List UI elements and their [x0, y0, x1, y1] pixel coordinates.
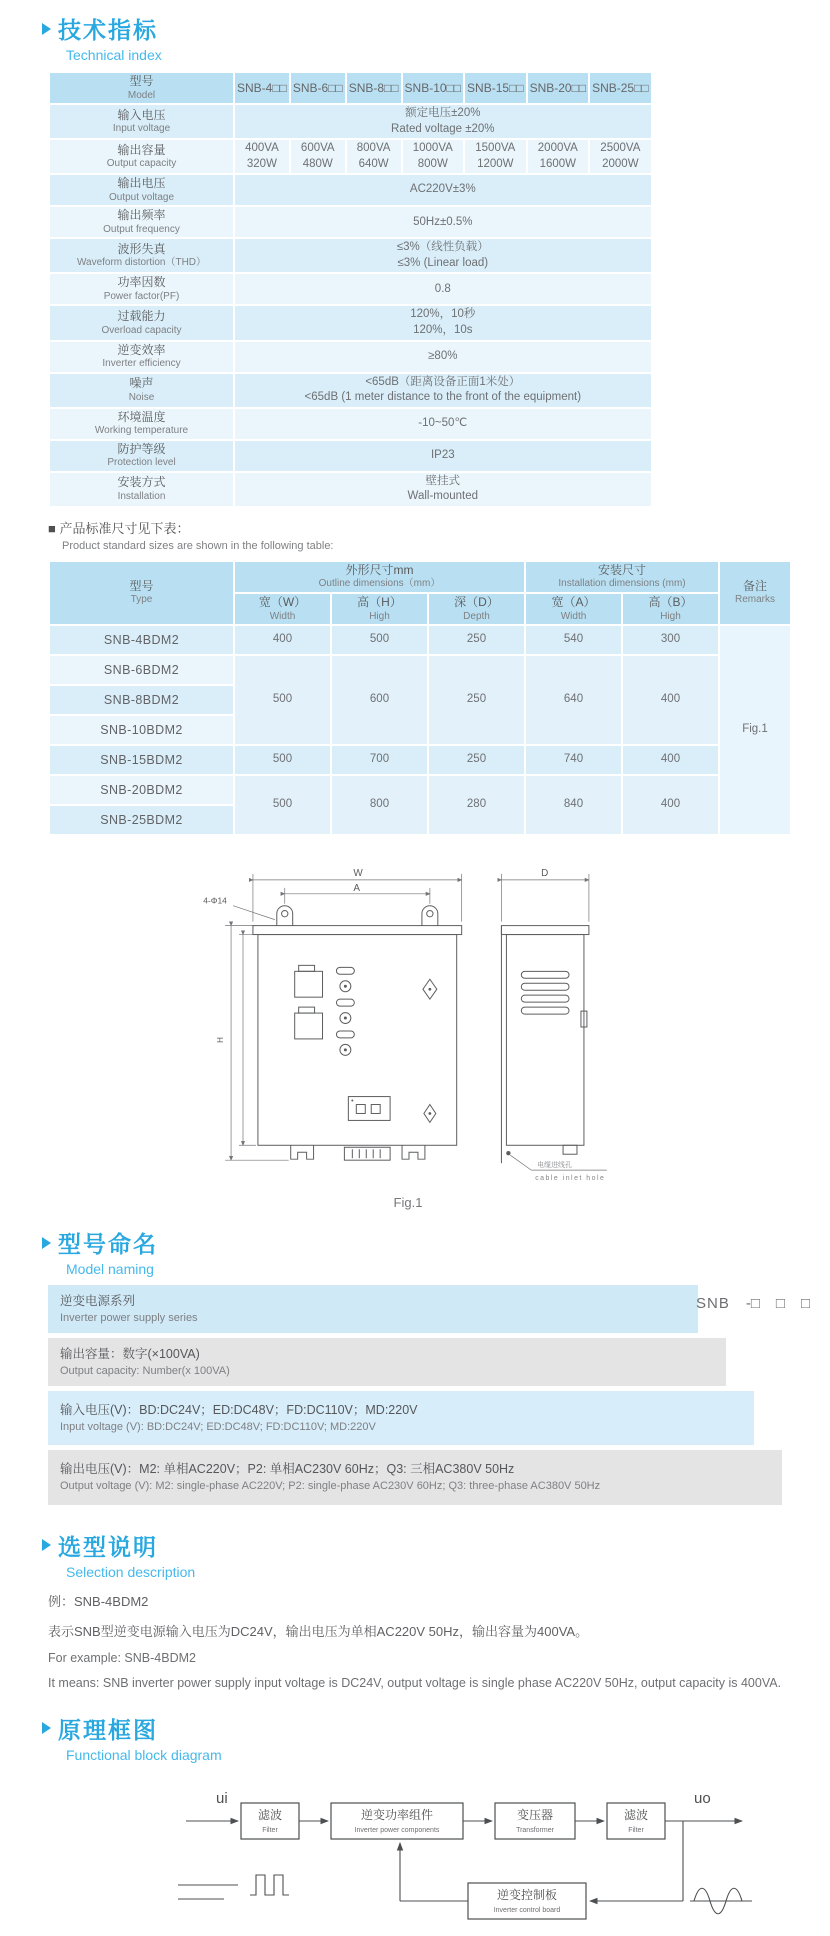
row-label-en: Inverter efficiency [102, 358, 181, 370]
row-label-en: Output frequency [103, 223, 180, 235]
row-label-zh: 输出频率 [117, 208, 166, 223]
cell [234, 305, 652, 340]
row-value-zh: 50Hz±0.5% [413, 215, 473, 228]
capacity-va: 1000VA [412, 142, 453, 155]
size-row [49, 775, 791, 805]
row-value-zh: ≥80% [428, 349, 458, 362]
dim-a: 740 [563, 753, 584, 766]
row-label-zh: 输出电压 [117, 176, 166, 191]
row-label-zh: 噪声 [129, 376, 154, 391]
cell [234, 238, 652, 273]
cell [49, 273, 234, 305]
section-diagram-header [42, 1712, 830, 1745]
dim-w: 400 [272, 633, 293, 646]
section-title-en: Model naming [66, 1261, 154, 1278]
code-box-3: □ [800, 1295, 811, 1313]
row-label-en: Installation [117, 490, 166, 502]
cell [719, 561, 791, 625]
dim-b: 400 [660, 798, 681, 811]
section-title-zh: 技术指标 [58, 17, 158, 43]
cell [234, 561, 525, 593]
sub-header-en: High [660, 610, 681, 622]
type-header-en: Type [130, 594, 153, 606]
block-label-zh: 逆变控制板 [496, 1887, 558, 1902]
row-label-zh: 功率因数 [117, 275, 166, 290]
cell [49, 655, 234, 685]
dim-d: 250 [466, 753, 487, 766]
cell [402, 72, 465, 104]
cell [49, 472, 234, 507]
capacity-va: 600VA [300, 142, 335, 155]
row-value-zh: 额定电压±20% [405, 107, 481, 120]
cell [525, 561, 719, 593]
cell [49, 408, 234, 440]
model-type: SNB-20BDM2 [100, 783, 183, 798]
section-arrow-icon [42, 1237, 51, 1249]
dim-h: 500 [369, 633, 390, 646]
size-note [48, 518, 830, 552]
cell [49, 373, 234, 408]
dim-a: 640 [563, 693, 584, 706]
output-label: uo [694, 1789, 711, 1807]
row-label-zh: 安装方式 [117, 475, 166, 490]
row-label-en: Output voltage [108, 191, 175, 203]
block-label-en: Filter [628, 1826, 644, 1834]
cell [234, 206, 652, 238]
dim-a: 840 [563, 798, 584, 811]
model-naming-section [48, 1226, 830, 1505]
cell [234, 625, 331, 655]
dim-w: 500 [272, 753, 293, 766]
row-label-zh: 逆变效率 [117, 342, 166, 357]
row-label-en: Overload capacity [101, 324, 182, 336]
model-type: SNB-6BDM2 [103, 663, 180, 678]
cell [589, 72, 652, 104]
row-label-en: Protection level [107, 457, 176, 469]
spec-row-installation [49, 472, 652, 507]
size-note-en: Product standard sizes are shown in the following table: [62, 539, 334, 552]
cell [234, 139, 290, 174]
row-value-en: 120%，10s [413, 323, 473, 336]
cell [234, 472, 652, 507]
holes-label: 4-Φ14 [203, 895, 227, 906]
section-selection-header [42, 1529, 830, 1562]
capacity-w: 2000W [602, 157, 639, 170]
model-type: SNB-8BDM2 [103, 693, 180, 708]
spec-header-row [49, 72, 652, 104]
block-diagram [138, 1773, 830, 1936]
block-label-zh: 变压器 [516, 1807, 554, 1822]
model-label-en: Model [127, 89, 156, 101]
model-type: SNB-15BDM2 [100, 753, 183, 768]
outline-header-zh: 外形尺寸mm [345, 562, 414, 577]
row-label-zh: 过载能力 [117, 308, 166, 323]
size-table [48, 560, 792, 836]
row-value-zh: ≤3%（线性负载） [396, 241, 489, 254]
model-name: SNB-25□□ [592, 81, 649, 96]
row-value-zh: <65dB（距离设备正面1米处） [365, 375, 521, 388]
sine-wave-icon [690, 1888, 752, 1914]
dim-d: 250 [466, 633, 487, 646]
model-label-zh: 型号 [129, 74, 154, 88]
cell [49, 561, 234, 625]
row-label-zh: 输出容量 [117, 142, 166, 157]
spec-row-output-voltage [49, 174, 652, 206]
model-type: SNB-10BDM2 [100, 723, 183, 738]
cell [49, 72, 234, 104]
row-label-zh: 波形失真 [117, 241, 166, 256]
dim-w: 500 [272, 798, 293, 811]
cell [234, 72, 290, 104]
dim-h: 800 [369, 798, 390, 811]
section-title-en: Technical index [66, 47, 162, 63]
dc-waveform-icon [178, 1885, 238, 1899]
row-value-en: <65dB (1 meter distance to the front of the equipment) [304, 391, 582, 404]
capacity-w: 480W [302, 157, 333, 170]
outline-header-en: Outline dimensions（mm） [318, 578, 441, 590]
cell [49, 139, 234, 174]
cell [428, 655, 525, 745]
cabinet-drawing [198, 860, 618, 1190]
spec-row-output-capacity [49, 139, 652, 174]
naming-label-zh: 逆变电源系列 [60, 1294, 136, 1309]
row-value-zh: 0.8 [434, 282, 451, 295]
row-label-zh: 防护等级 [117, 441, 166, 456]
model-name: SNB-4□□ [237, 81, 287, 96]
model-name: SNB-6□□ [292, 81, 343, 96]
cell [525, 593, 622, 625]
cell [331, 655, 428, 745]
dim-w: 500 [272, 693, 293, 706]
naming-row-input-voltage [48, 1391, 754, 1445]
row-value-en: Rated voltage ±20% [391, 122, 495, 135]
cell [464, 139, 527, 174]
size-row [49, 745, 791, 775]
cell [331, 625, 428, 655]
cell [49, 625, 234, 655]
dim-label-d: D [541, 867, 549, 879]
row-value-en: Wall-mounted [407, 490, 479, 503]
cell [234, 373, 652, 408]
block-label-zh: 逆变功率组件 [360, 1807, 434, 1822]
capacity-va: 400VA [245, 142, 279, 155]
cell [428, 593, 525, 625]
spec-row-input-voltage [49, 104, 652, 139]
model-name: SNB-20□□ [529, 81, 587, 96]
size-row [49, 655, 791, 685]
capacity-va: 1500VA [475, 142, 516, 155]
size-row [49, 625, 791, 655]
code-box-1: -□ [745, 1295, 760, 1313]
selection-example-en: For example: SNB-4BDM2 [48, 1650, 196, 1665]
row-label-zh: 环境温度 [117, 409, 166, 424]
cell [402, 139, 465, 174]
cell [622, 775, 719, 835]
model-name: SNB-8□□ [348, 81, 399, 96]
spec-row-temperature [49, 408, 652, 440]
cell [49, 174, 234, 206]
cell [622, 625, 719, 655]
cell [49, 805, 234, 835]
cell [346, 72, 402, 104]
row-value-zh: -10~50℃ [418, 416, 468, 429]
dim-b: 300 [660, 633, 681, 646]
capacity-w: 640W [358, 157, 389, 170]
cell [49, 745, 234, 775]
row-label-en: Input voltage [112, 123, 171, 135]
cell [49, 715, 234, 745]
model-type: SNB-25BDM2 [100, 813, 183, 828]
input-label: ui [216, 1789, 228, 1807]
cell [428, 745, 525, 775]
cable-inlet-label-en: cable inlet hole [535, 1175, 606, 1183]
capacity-va: 2000VA [537, 142, 578, 155]
model-name: SNB-10□□ [404, 81, 462, 96]
cell [234, 655, 331, 745]
row-value-en: ≤3% (Linear load) [397, 256, 489, 269]
cell [234, 174, 652, 206]
sub-header-zh: 高（H） [357, 594, 402, 609]
selection-desc-en: It means: SNB inverter power supply input voltage is DC24V, output voltage is single phase AC220V 50Hz, output capacity is 400VA. [48, 1675, 782, 1690]
naming-row-series [48, 1285, 698, 1333]
model-name: SNB-15□□ [467, 81, 524, 96]
selection-example-zh: 例：SNB-4BDM2 [48, 1593, 149, 1609]
sub-header-zh: 高（B） [648, 594, 693, 609]
sub-header-en: Depth [463, 610, 490, 622]
capacity-va: 800VA [356, 142, 391, 155]
naming-label-en: Output capacity: Number(x 100VA) [60, 1364, 230, 1377]
dim-b: 400 [660, 753, 681, 766]
remarks-header-zh: 备注 [742, 578, 767, 593]
naming-label-en: Input voltage (V): BD:DC24V; ED:DC48V; FD:DC110V; MD:220V [60, 1421, 376, 1434]
section-title-en: Selection description [66, 1563, 196, 1580]
dim-h: 700 [369, 753, 390, 766]
cell [525, 775, 622, 835]
cell [719, 625, 791, 835]
spec-row-power-factor [49, 273, 652, 305]
section-title-zh: 选型说明 [58, 1533, 158, 1560]
section-arrow-icon [42, 23, 51, 35]
block-label-zh: 滤波 [257, 1807, 283, 1822]
cell [49, 775, 234, 805]
section-title-zh: 型号命名 [58, 1231, 158, 1258]
naming-row-output-voltage [48, 1450, 782, 1504]
cell [234, 408, 652, 440]
spec-row-protection [49, 440, 652, 472]
section-technical-header [42, 12, 830, 45]
spec-row-thd [49, 238, 652, 273]
row-value-zh: IP23 [430, 449, 455, 461]
sub-header-zh: 深（D） [454, 594, 499, 609]
row-label-zh: 输入电压 [117, 107, 166, 122]
cell [234, 440, 652, 472]
size-header-row-1 [49, 561, 791, 593]
cell [234, 775, 331, 835]
cell [331, 593, 428, 625]
cell [428, 625, 525, 655]
section-title-zh: 原理框图 [58, 1716, 158, 1743]
cell [525, 625, 622, 655]
sub-header-en: High [369, 610, 390, 622]
capacity-w: 1200W [477, 157, 514, 170]
diagram-section [48, 1712, 830, 1936]
naming-label-zh: 输入电压(V)：BD:DC24V；ED:DC48V；FD:DC110V；MD:220V [60, 1403, 418, 1418]
spec-row-noise [49, 373, 652, 408]
size-note-zh: ■ 产品标准尺寸见下表： [48, 520, 190, 536]
cell [428, 775, 525, 835]
row-value-zh: 120%，10秒 [410, 308, 476, 321]
capacity-w: 800W [417, 157, 448, 170]
cell [234, 273, 652, 305]
block-label-en: Inverter power components [354, 1826, 440, 1834]
block-label-zh: 滤波 [623, 1807, 649, 1822]
cell [49, 440, 234, 472]
section-arrow-icon [42, 1722, 51, 1734]
cell [525, 745, 622, 775]
selection-desc-zh: 表示SNB型逆变电源输入电压为DC24V，输出电压为单相AC220V 50Hz，输出容量为400VA。 [48, 1623, 589, 1639]
block-label-en: Transformer [516, 1826, 554, 1834]
cable-inlet-label-zh: 电缆进线孔 [537, 1162, 572, 1170]
sub-header-zh: 宽（A） [551, 594, 596, 609]
naming-label-zh: 输出电压(V)：M2: 单相AC220V；P2: 单相AC230V 60Hz；Q3: 三相AC380V 50Hz [60, 1462, 515, 1477]
code-prefix: SNB [696, 1295, 730, 1313]
dim-d: 280 [466, 798, 487, 811]
figure-caption: Fig.1 [393, 1195, 423, 1211]
naming-label-en: Inverter power supply series [60, 1311, 198, 1324]
type-header-zh: 型号 [129, 578, 154, 593]
cell [290, 139, 346, 174]
section-title-en: Functional block diagram [66, 1746, 222, 1763]
sub-header-en: Width [560, 610, 587, 622]
cell [234, 341, 652, 373]
cell [331, 745, 428, 775]
dim-a: 540 [563, 633, 584, 646]
spec-table [48, 71, 653, 508]
block-label-en: Inverter control board [493, 1906, 561, 1914]
remarks-value: Fig.1 [742, 723, 768, 736]
dim-h: 600 [369, 693, 390, 706]
row-label-en: Output capacity [106, 158, 177, 170]
install-header-en: Installation dimensions (mm) [558, 578, 686, 590]
dim-label-w: W [353, 867, 363, 879]
naming-label-zh: 输出容量：数字(×100VA) [60, 1347, 200, 1362]
cell [49, 685, 234, 715]
cell [234, 104, 652, 139]
capacity-va: 2500VA [600, 142, 641, 155]
capacity-w: 1600W [539, 157, 577, 170]
model-code [696, 1295, 810, 1312]
block-diagram-svg [138, 1773, 758, 1931]
model-type: SNB-4BDM2 [103, 633, 180, 648]
section-naming-header [42, 1226, 830, 1259]
dim-b: 400 [660, 693, 681, 706]
row-label-en: Working temperature [94, 425, 189, 437]
naming-label-en: Output voltage (V): M2: single-phase AC220V; P2: single-phase AC230V 60Hz; Q3: three-phase AC380V 50Hz [60, 1480, 601, 1493]
spec-row-efficiency [49, 341, 652, 373]
cell [525, 655, 622, 745]
figure-1 [198, 860, 618, 1210]
naming-row-capacity [48, 1338, 726, 1386]
dim-label-a: A [353, 882, 360, 894]
spec-row-output-frequency [49, 206, 652, 238]
cell [234, 593, 331, 625]
code-box-2: □ [775, 1295, 785, 1313]
cell [49, 305, 234, 340]
install-header-zh: 安装尺寸 [597, 562, 646, 577]
cell [49, 238, 234, 273]
cell [331, 775, 428, 835]
cell [622, 655, 719, 745]
cell [589, 139, 652, 174]
cell [49, 104, 234, 139]
block-label-en: Filter [262, 1826, 278, 1834]
cell [49, 341, 234, 373]
cell [49, 206, 234, 238]
cell [622, 745, 719, 775]
spec-row-overload [49, 305, 652, 340]
dim-d: 250 [466, 693, 487, 706]
sub-header-en: Width [269, 610, 296, 622]
row-label-en: Power factor(PF) [103, 290, 180, 302]
remarks-header-en: Remarks [734, 594, 775, 606]
dim-label-h: H [216, 1037, 226, 1043]
cell [527, 72, 590, 104]
selection-section [48, 1529, 830, 1690]
cell [464, 72, 527, 104]
row-value-zh: AC220V±3% [409, 183, 476, 196]
row-label-en: Waveform distortion（THD） [76, 257, 207, 269]
cell [527, 139, 590, 174]
cell [622, 593, 719, 625]
row-label-en: Noise [128, 391, 155, 403]
capacity-w: 320W [246, 157, 277, 170]
row-value-zh: 壁挂式 [425, 474, 461, 487]
square-wave-icon [250, 1875, 289, 1895]
sub-header-zh: 宽（W） [258, 594, 307, 609]
section-arrow-icon [42, 1539, 51, 1551]
cell [234, 745, 331, 775]
cell [346, 139, 402, 174]
cell [290, 72, 346, 104]
